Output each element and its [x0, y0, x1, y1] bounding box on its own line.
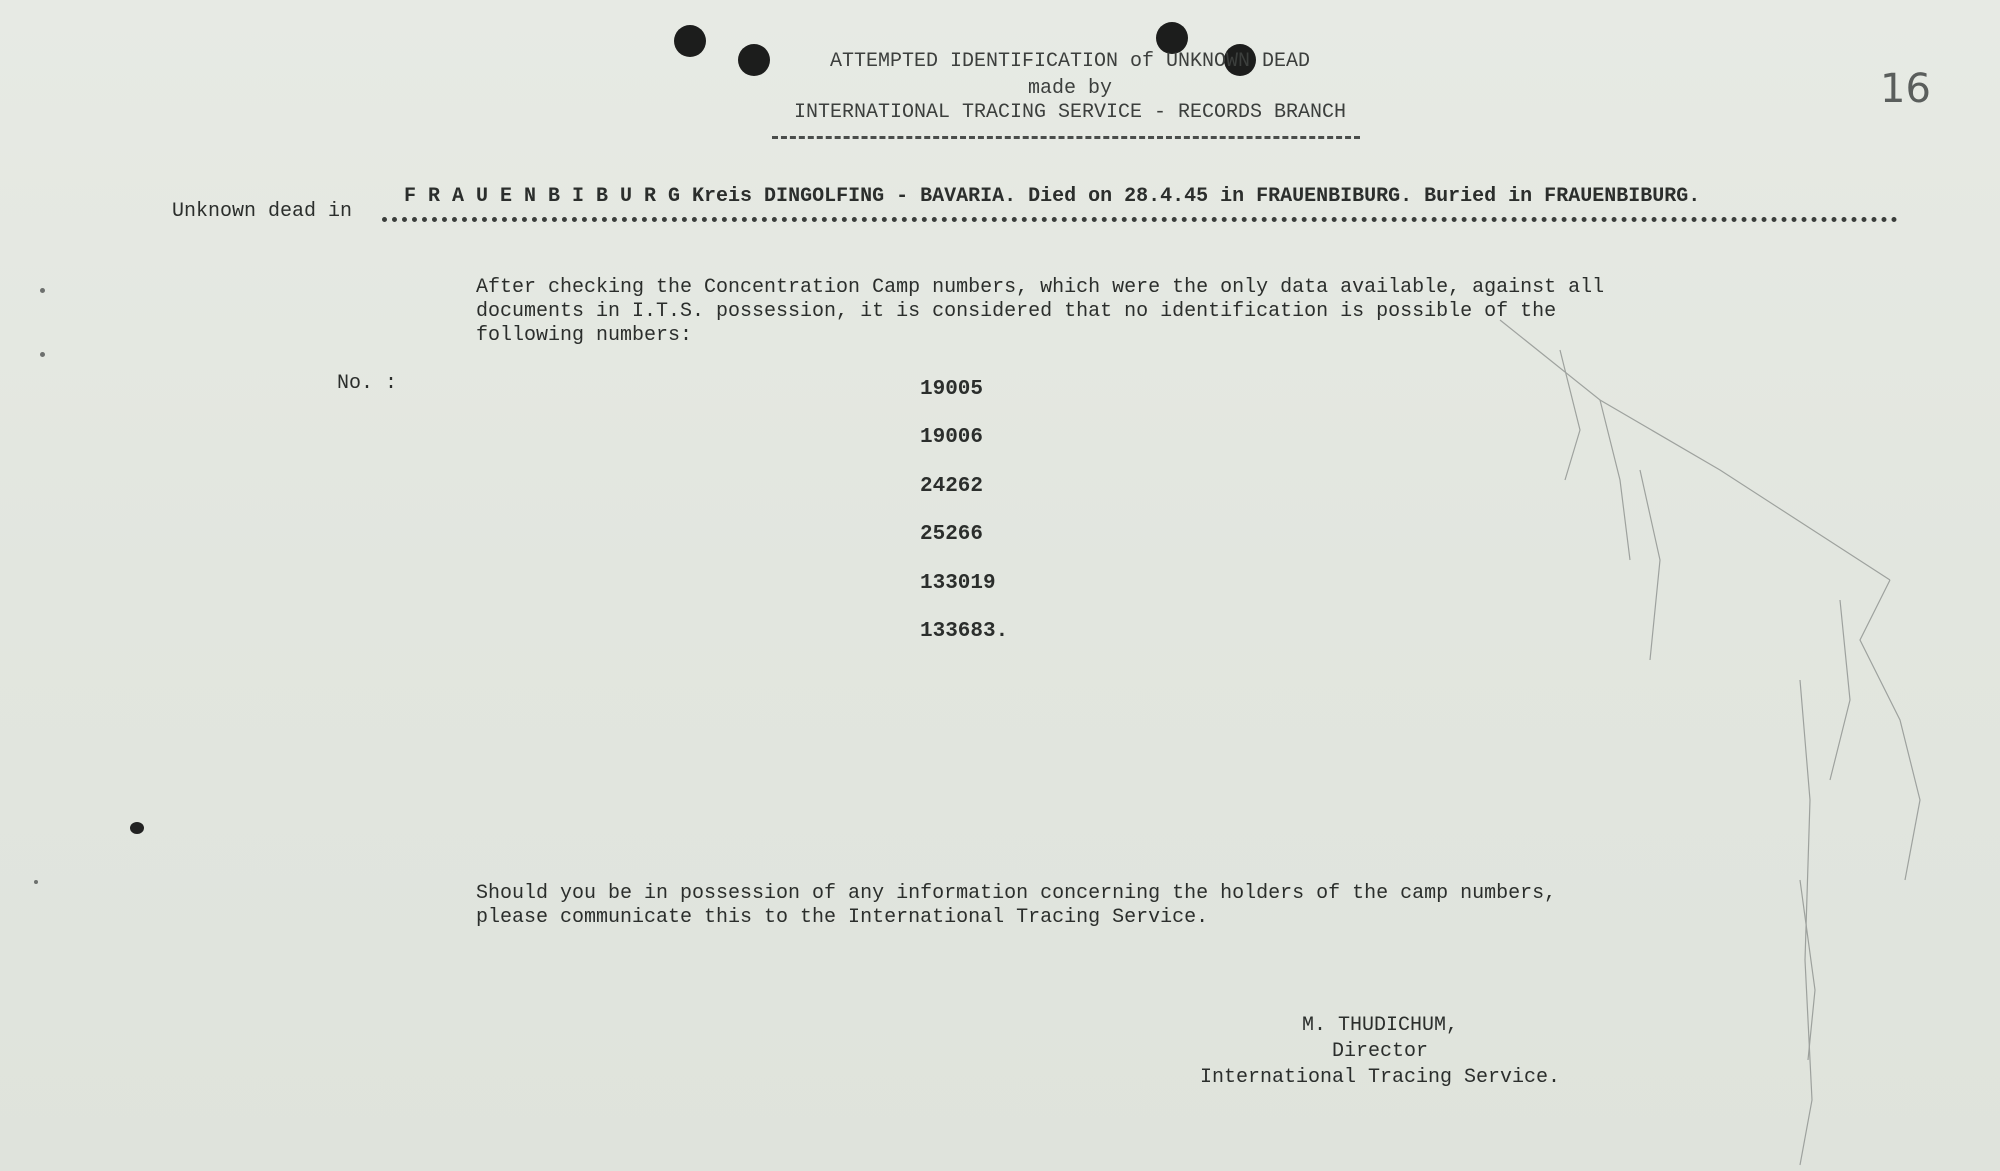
paragraph-line: please communicate this to the International Tracing Service.: [476, 906, 1209, 929]
header-title: ATTEMPTED IDENTIFICATION of UNKNOWN DEAD: [829, 50, 1311, 73]
unknown-dead-label: Unknown dead in: [172, 200, 353, 223]
camp-number: 24262: [920, 475, 984, 498]
header-organization: INTERNATIONAL TRACING SERVICE - RECORDS BRANCH: [793, 101, 1347, 124]
signatory-title: Director: [1331, 1040, 1428, 1063]
camp-number: 19006: [920, 426, 984, 449]
paragraph-line: documents in I.T.S. possession, it is considered that no identification is possible of the: [476, 300, 1557, 323]
header-underline: [772, 136, 1360, 139]
signatory-organization: International Tracing Service.: [1199, 1066, 1561, 1089]
unknown-dead-details: F R A U E N B I B U R G Kreis DINGOLFING - BAVARIA. Died on 28.4.45 in FRAUENBIBURG. Buried in FRAUENBIBURG.: [404, 185, 1701, 208]
camp-number: 19005: [920, 378, 984, 401]
paragraph-line: Should you be in possession of any information concerning the holders of the camp numbers,: [476, 882, 1557, 905]
paragraph-line: following numbers:: [476, 324, 693, 347]
header-made-by: made by: [1027, 77, 1112, 100]
checking-paragraph: [476, 276, 1796, 348]
camp-number: 133683.: [920, 620, 1009, 643]
signature-block: [1170, 1013, 1590, 1091]
dotted-leader-line: [382, 217, 1898, 222]
camp-number: 25266: [920, 523, 984, 546]
camp-number: 133019: [920, 572, 996, 595]
page-number: 16: [1880, 66, 1931, 112]
numbers-label: No. :: [337, 372, 398, 395]
signatory-name: M. THUDICHUM,: [1301, 1014, 1459, 1037]
paragraph-line: After checking the Concentration Camp numbers, which were the only data available, against all: [476, 276, 1605, 299]
request-paragraph: [476, 882, 1796, 930]
